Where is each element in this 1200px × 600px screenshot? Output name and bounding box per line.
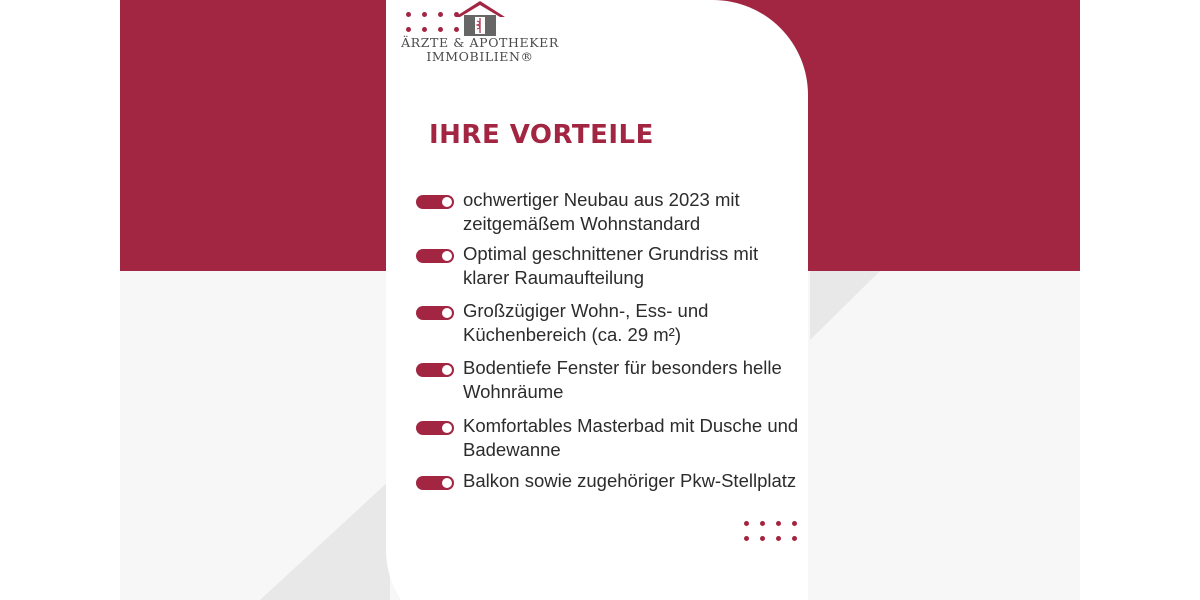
- toggle-icon: [416, 363, 454, 377]
- benefits-heading: IHRE VORTEILE: [429, 120, 654, 150]
- toggle-icon: [416, 306, 454, 320]
- benefit-text: Optimal geschnittener Grundriss mit klarer Raumaufteilung: [463, 243, 759, 288]
- toggle-knob: [442, 478, 452, 488]
- toggle-knob: [442, 197, 452, 207]
- benefit-text: ochwertiger Neubau aus 2023 mit zeitgemäßem Wohnstandard: [463, 189, 740, 234]
- house-caduceus-icon: [453, 0, 507, 36]
- diagonal-shape-left: [260, 480, 390, 600]
- benefit-text: Balkon sowie zugehöriger Pkw-Stellplatz: [463, 470, 797, 491]
- benefit-text: Großzügiger Wohn-, Ess- und Küchenbereich (ca. 29 m²): [463, 300, 709, 345]
- company-logo: [400, 0, 560, 68]
- toggle-icon: [416, 476, 454, 490]
- toggle-icon: [416, 421, 454, 435]
- benefit-text: Komfortables Masterbad mit Dusche und Badewanne: [463, 415, 799, 460]
- toggle-icon: [416, 249, 454, 263]
- toggle-knob: [442, 365, 452, 375]
- logo-line2: IMMOBILIEN®: [426, 49, 534, 64]
- decorative-dots-bottom: [744, 521, 797, 541]
- diagonal-shape-right: [810, 271, 880, 340]
- toggle-icon: [416, 195, 454, 209]
- toggle-knob: [442, 251, 452, 261]
- toggle-knob: [442, 423, 452, 433]
- toggle-knob: [442, 308, 452, 318]
- logo-line1: ÄRZTE & APOTHEKER: [401, 35, 559, 50]
- benefit-text: Bodentiefe Fenster für besonders helle Wohnräume: [463, 357, 782, 402]
